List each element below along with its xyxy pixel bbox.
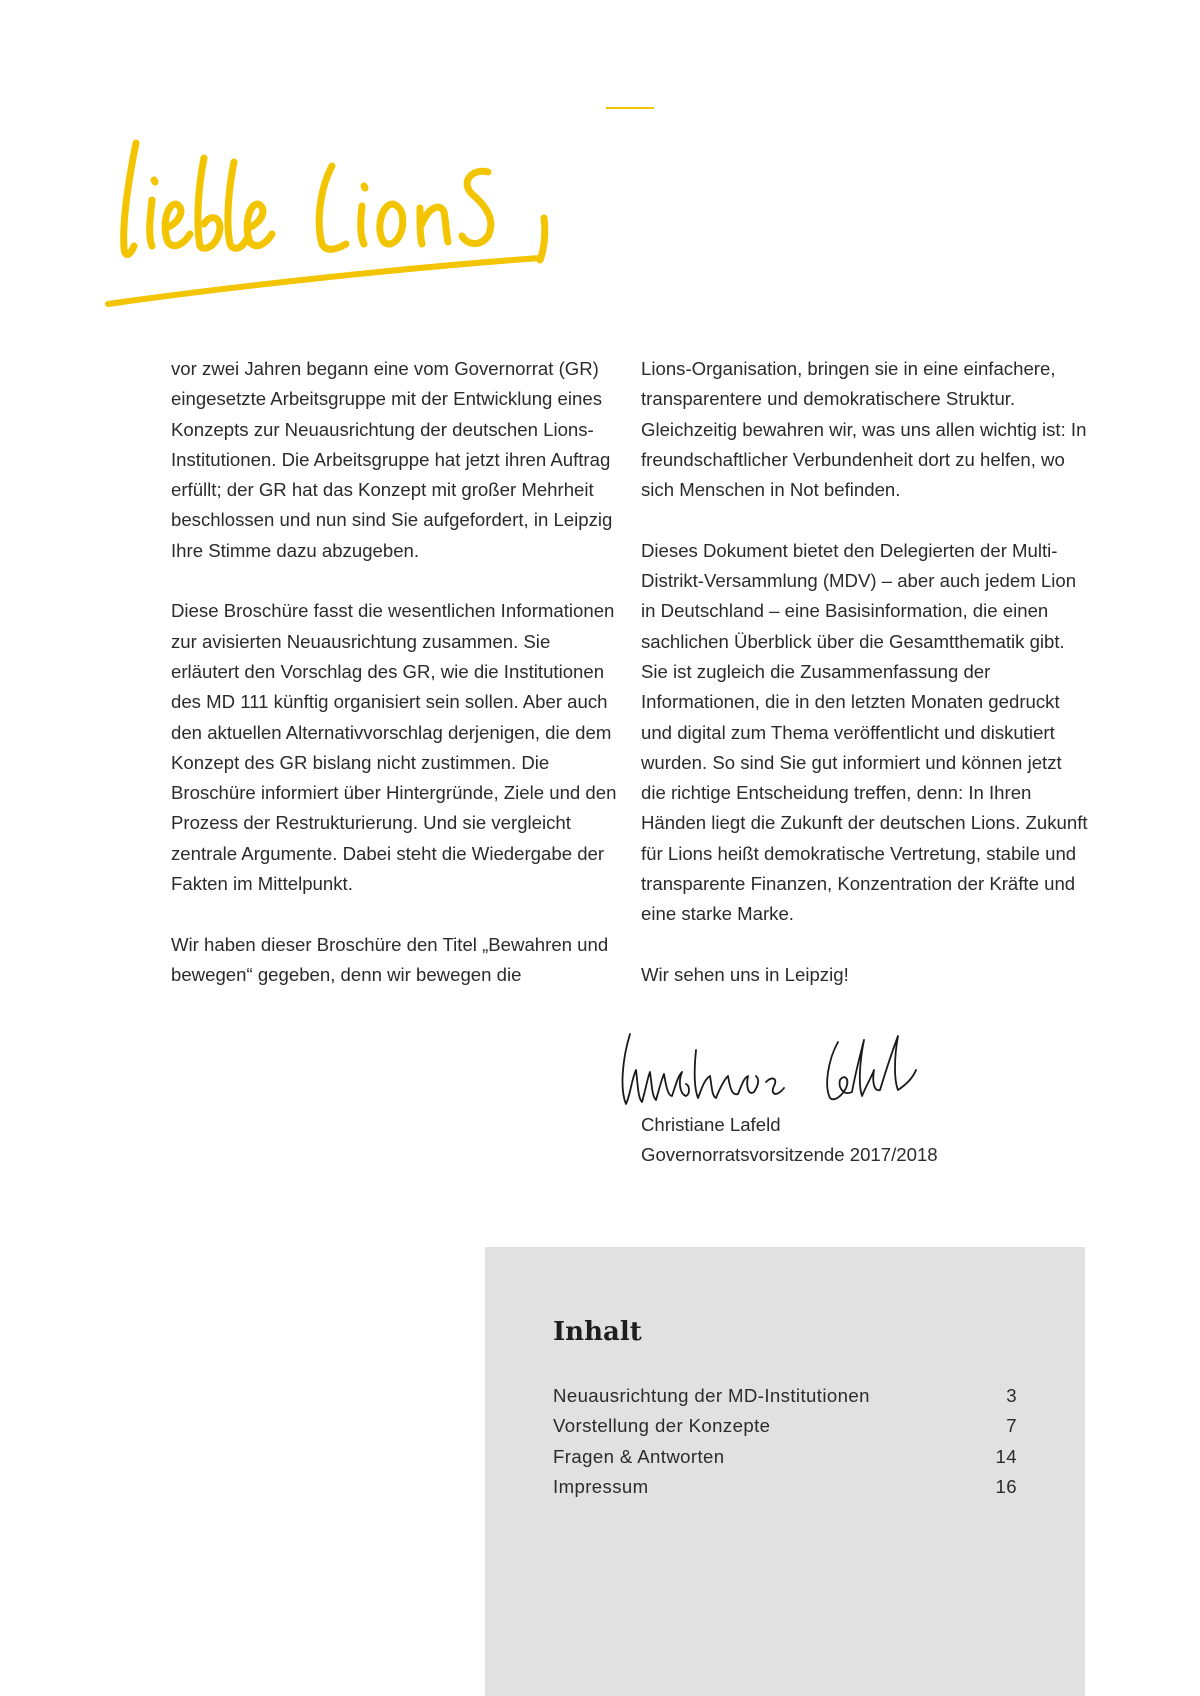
toc-list bbox=[553, 1381, 1017, 1502]
signatory-name: Christiane Lafeld bbox=[641, 1114, 781, 1135]
toc-entry[interactable] bbox=[553, 1411, 1017, 1441]
intro-left-column bbox=[171, 354, 621, 1021]
toc-entry-page: 16 bbox=[995, 1475, 1017, 1497]
toc-entry[interactable] bbox=[553, 1472, 1017, 1502]
toc-entry[interactable] bbox=[553, 1442, 1017, 1472]
body-paragraph: vor zwei Jahren begann eine vom Governorrat (GR) eingesetzte Arbeitsgruppe mit der Entwicklung eines Konzepts zur Neuausrichtung der deutschen Lions-Institutionen. Die Arbeitsgruppe hat jetzt ihren Auftrag erfüllt; der GR hat das Konzept mit großer Mehrheit beschlossen und nun sind Sie aufgefordert, in Leipzig Ihre Stimme dazu abzugeben. bbox=[171, 358, 613, 561]
top-accent-rule bbox=[606, 107, 654, 109]
toc-entry-page: 14 bbox=[995, 1445, 1017, 1467]
handwritten-greeting-liebe-lions bbox=[100, 128, 620, 318]
signature-block bbox=[641, 1110, 938, 1171]
toc-entry-label: Impressum bbox=[553, 1475, 649, 1497]
toc-entry-page: 7 bbox=[1006, 1415, 1017, 1437]
intro-right-column bbox=[641, 354, 1091, 1021]
toc-title: Inhalt bbox=[553, 1317, 642, 1347]
toc-entry[interactable] bbox=[553, 1381, 1017, 1411]
body-paragraph: Wir haben dieser Broschüre den Titel „Bewahren und bewegen“ gegeben, denn wir bewegen die bbox=[171, 933, 609, 985]
toc-entry-page: 3 bbox=[1006, 1385, 1017, 1406]
toc-entry-label: Neuausrichtung der MD-Institutionen bbox=[553, 1385, 870, 1406]
body-paragraph: Dieses Dokument bietet den Delegierten der Multi-Distrikt-Versammlung (MDV) – aber auch jedem Lion in Deutschland – eine Basisinformation, die einen sachlichen Überblick über die Gesamtthematik gibt. Sie ist zugleich die Zusammenfassung der Informationen, die in den letzten Monaten gedruckt und digital zum Thema veröffentlicht und diskutiert wurden. So sind Sie gut informiert und können jetzt die richtige Entscheidung treffen, denn: In Ihren Händen liegt die Zukunft der deutschen Lions. Zukunft für Lions heißt demokratische Vertretung, stabile und transparente Finanzen, Konzentration der Kräfte und eine starke Marke. bbox=[641, 539, 1088, 925]
toc-entry-label: Vorstellung der Konzepte bbox=[553, 1415, 771, 1437]
signatory-role: Governorratsvorsitzende 2017/2018 bbox=[641, 1144, 938, 1166]
body-paragraph: Diese Broschüre fasst die wesentlichen Informationen zur avisierten Neuausrichtung zusammen. Sie erläutert den Vorschlag des GR, wie die Institutionen des MD 111 künftig organisiert sein sollen. Aber auch den aktuellen Alternativvorschlag derjenigen, die dem Konzept des GR bislang nicht zustimmen. Die Broschüre informiert über Hintergründe, Ziele und den Prozess der Restrukturierung. Und sie vergleicht zentrale Argumente. Dabei steht die Wiedergabe der Fakten im Mittelpunkt. bbox=[171, 600, 617, 895]
table-of-contents bbox=[485, 1247, 1085, 1696]
toc-entry-label: Fragen & Antworten bbox=[553, 1445, 725, 1467]
body-paragraph: Lions-Organisation, bringen sie in eine einfachere, transparentere und demokratischere Struktur. Gleichzeitig bewahren wir, was uns allen wichtig ist: In freundschaftlicher Verbundenheit dort zu helfen, wo sich Menschen in Not befinden. bbox=[641, 358, 1087, 501]
closing-line: Wir sehen uns in Leipzig! bbox=[641, 963, 849, 985]
